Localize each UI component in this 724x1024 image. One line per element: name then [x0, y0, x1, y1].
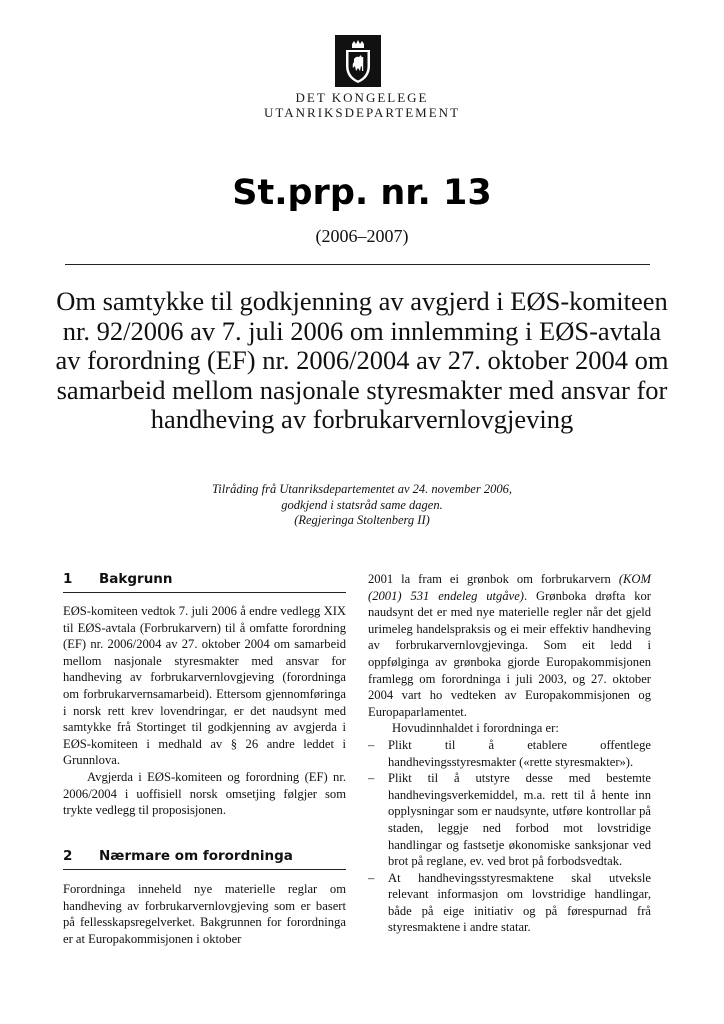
paragraph — [368, 571, 651, 720]
section-2-continued — [368, 571, 651, 936]
ministry-name-line2: UTANRIKSDEPARTEMENT — [263, 105, 461, 120]
ministry-name-line1: DET KONGELEGE — [295, 90, 429, 105]
royal-coat-of-arms-icon — [335, 35, 381, 87]
list-item-text: At handhevingsstyresmaktene skal utveksle relevant informasjon om lovstridige handlingar, både på eige initiativ og på førespurnad frå styresmaktene i andre statar. — [388, 870, 651, 935]
recommendation-note — [0, 482, 724, 529]
section-title: Nærmare om forordninga — [99, 848, 293, 864]
list-item-text: Plikt til å etablere offentlege handhevingsstyresmakter («rette styresmakter»). — [388, 737, 651, 769]
proposition-heading: Om samtykke til godkjenning av avgjerd i EØS-komiteen nr. 92/2006 av 7. juli 2006 om innlemming i EØS-avtala av forordning (EF) nr. 2006/2004 av 27. oktober 2004 om samarbeid mellom nasjonale styresmakter med ansvar for handheving av forbrukarvernlovgjeving — [55, 286, 669, 434]
session-period: (2006–2007) — [315, 226, 409, 246]
section-heading-background — [63, 571, 346, 593]
list-item — [368, 770, 651, 870]
section-title: Bakgrunn — [99, 571, 173, 587]
section-number: 2 — [63, 848, 73, 864]
section-number: 1 — [63, 571, 73, 587]
recommendation-line-1: Tilråding frå Utanriksdepartementet av 24. november 2006, — [212, 482, 512, 496]
list-item — [368, 870, 651, 936]
list-item-text: Plikt til å utstyre desse med bestemte handhevingsverkemiddel, m.a. rett til å hente inn opplysningar som er naudsynte, utføre kontrollar på staden, leggje ned forbod mot lovstridige handlingar og fastsetje økonomiske sanksjonar ved brot på reglane, ev. ved brot på forbodsvedtak. — [388, 771, 651, 869]
bullet-dash: – — [368, 870, 375, 885]
bullet-dash: – — [368, 737, 375, 752]
recommendation-line-3: (Regjeringa Stoltenberg II) — [294, 513, 430, 527]
paragraph: Forordninga inneheld nye materielle reglar om handheving av forbrukarvernlovgjeving som er basert på fellesskapsregelverket. Bakgrunnen for forordninga er at Europakommisjonen i oktober — [63, 882, 346, 946]
title-divider — [65, 264, 650, 265]
list-item — [368, 737, 651, 770]
recommendation-line-2: godkjend i statsråd same dagen. — [281, 497, 443, 512]
paragraph: Avgjerda i EØS-komiteen og forordning (EF) nr. 2006/2004 i uoffisiell norsk omsetjing følgjer som trykte vedlegg til proposisjonen. — [63, 769, 346, 818]
paragraph: EØS-komiteen vedtok 7. juli 2006 å endre vedlegg XIX til EØS-avtala (Forbrukarvern) til å omfatte forordning (EF) nr. 2006/2004 av 27. oktober 2004 om samarbeid mellom nasjonale styresmakter med ansvar for handheving av forbrukarvernlovgjeving (forordninga om forbrukarvernsamarbeid). Ettersom gjennomføringa i norsk rett krev lovendringar, er det naudsynt med samtykke frå Stortinget til godkjenning av avgjerda i EØS-komiteen i medhald av § 26 andre leddet i Grunnlova. — [63, 604, 346, 768]
document-reference: (KOM (2001) 531 endeleg utgåve) — [368, 572, 651, 603]
document-title: St.prp. nr. 13 — [232, 173, 492, 213]
section-heading-regulation — [63, 848, 346, 870]
main-content-list — [368, 737, 651, 936]
text-run: 2001 la fram ei grønbok om forbrukarvern — [368, 572, 619, 586]
section-1-body — [63, 603, 346, 819]
paragraph: Hovudinnhaldet i forordninga er: — [392, 721, 559, 736]
text-run: . Grønboka drøfta kor naudsynt det er med nye materielle regler når det gjeld urimeleg handelspraksis og ei meir effektiv handheving av forbrukarvernlovgjevinga. Som eit ledd i oppfølginga av grønboka gjorde Europakommisjonen framlegg om forordninga i juli 2003, og 27. oktober 2004 vart ho vedteken av Europakommisjonen og Europaparlamentet. — [368, 588, 651, 719]
bullet-dash: – — [368, 771, 375, 786]
